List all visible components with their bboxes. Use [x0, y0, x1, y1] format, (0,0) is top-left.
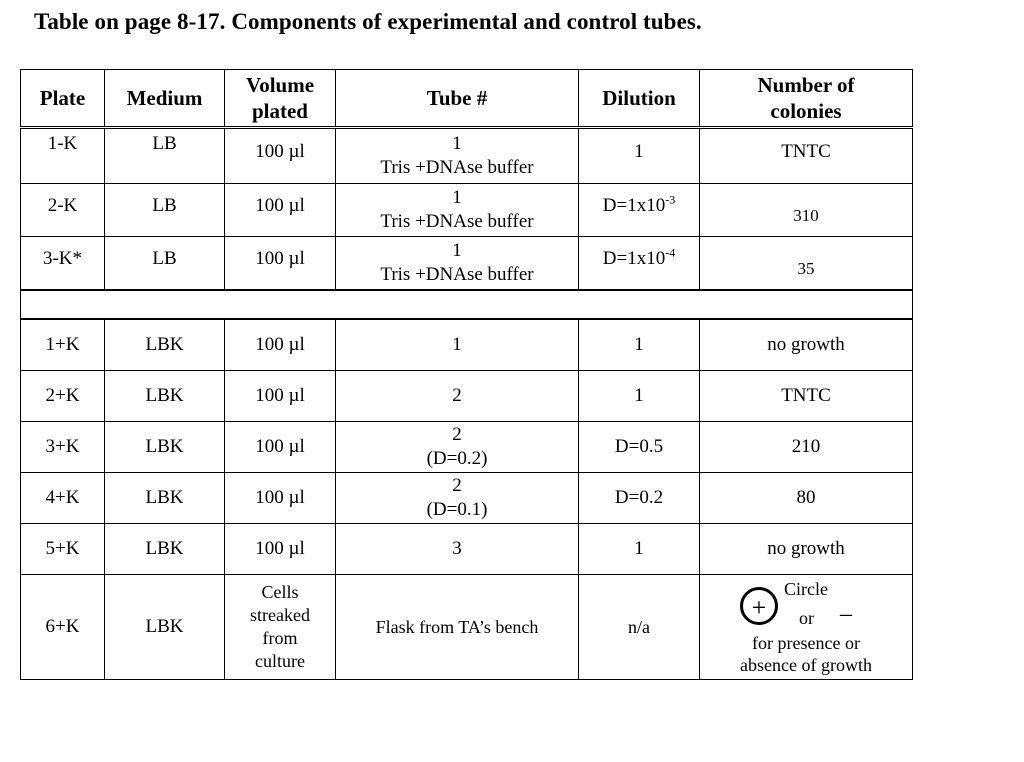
components-table	[20, 69, 913, 680]
header-medium: Medium	[105, 70, 225, 128]
medium-cell: LBK	[105, 371, 225, 422]
plate-cell: 2+K	[21, 371, 105, 422]
medium-cell: LB	[105, 184, 225, 237]
plus-circle-icon: +	[740, 587, 778, 625]
plate-cell: 3-K*	[21, 237, 105, 291]
colonies-cell: no growth	[700, 319, 913, 371]
volume-cell: 100 µl	[225, 371, 336, 422]
volume-cell: 100 µl	[225, 128, 336, 184]
table-row	[21, 184, 913, 237]
page-title: Table on page 8-17. Components of experimental and control tubes.	[34, 9, 702, 34]
dilution-cell: n/a	[579, 575, 700, 680]
dilution-cell: 1	[579, 371, 700, 422]
circle-instruction: Circle	[784, 579, 828, 599]
tube-cell: 1 Tris +DNAse buffer	[336, 128, 579, 184]
separator-row	[21, 290, 913, 319]
plate-cell: 4+K	[21, 473, 105, 524]
medium-cell: LBK	[105, 524, 225, 575]
or-label: or	[799, 608, 814, 628]
colonies-cell	[700, 575, 913, 680]
header-plate: Plate	[21, 70, 105, 128]
dilution-cell: D=0.2	[579, 473, 700, 524]
colonies-cell: TNTC	[700, 128, 913, 184]
minus-icon: –	[840, 601, 852, 627]
table-row	[21, 422, 913, 473]
colonies-cell: 310	[700, 184, 913, 237]
header-volume: Volume plated	[225, 70, 336, 128]
volume-cell: 100 µl	[225, 237, 336, 291]
table-row	[21, 371, 913, 422]
header-dilution: Dilution	[579, 70, 700, 128]
header-colonies: Number of colonies	[700, 70, 913, 128]
tube-cell: 2	[336, 371, 579, 422]
dilution-cell: $D=1x10^{-4}$	[579, 237, 700, 291]
colonies-cell: 35	[700, 237, 913, 291]
presence-instruction: for presence or absence of growth	[740, 633, 872, 675]
volume-cell: Cells streaked from culture	[225, 575, 336, 680]
table-row	[21, 128, 913, 184]
medium-cell: LBK	[105, 473, 225, 524]
colonies-cell: 80	[700, 473, 913, 524]
colonies-cell: 210	[700, 422, 913, 473]
dilution-cell: D=0.5	[579, 422, 700, 473]
table-row	[21, 575, 913, 680]
tube-cell: 2 (D=0.1)	[336, 473, 579, 524]
tube-cell: 1 Tris +DNAse buffer	[336, 184, 579, 237]
dilution-cell: 1	[579, 524, 700, 575]
medium-cell: LB	[105, 116, 225, 172]
table-row	[21, 473, 913, 524]
medium-cell: LB	[105, 237, 225, 291]
plate-cell: 1+K	[21, 319, 105, 371]
plate-cell: 5+K	[21, 524, 105, 575]
tube-cell: 1 Tris +DNAse buffer	[336, 237, 579, 291]
volume-cell: 100 µl	[225, 422, 336, 473]
colonies-cell: no growth	[700, 524, 913, 575]
table-row	[21, 237, 913, 291]
volume-cell: 100 µl	[225, 319, 336, 371]
medium-cell: LBK	[105, 575, 225, 680]
tube-cell: 1	[336, 319, 579, 371]
table-row	[21, 524, 913, 575]
dilution-cell: 1	[579, 128, 700, 184]
medium-cell: LBK	[105, 319, 225, 371]
tube-cell: Flask from TA’s bench	[336, 575, 579, 680]
dilution-cell: $D=1x10^{-3}$	[579, 184, 700, 237]
header-tube: Tube #	[336, 70, 579, 128]
colonies-cell: TNTC	[700, 371, 913, 422]
dilution-cell: 1	[579, 319, 700, 371]
plate-cell: 3+K	[21, 422, 105, 473]
volume-cell: 100 µl	[225, 524, 336, 575]
table-row	[21, 319, 913, 371]
tube-cell: 3	[336, 524, 579, 575]
volume-cell: 100 µl	[225, 473, 336, 524]
volume-cell: 100 µl	[225, 184, 336, 237]
tube-cell: 2 (D=0.2)	[336, 422, 579, 473]
plate-cell: 6+K	[21, 575, 105, 680]
medium-cell: LBK	[105, 422, 225, 473]
plate-cell: 2-K	[21, 184, 105, 237]
plate-cell: 1-K	[21, 116, 105, 172]
